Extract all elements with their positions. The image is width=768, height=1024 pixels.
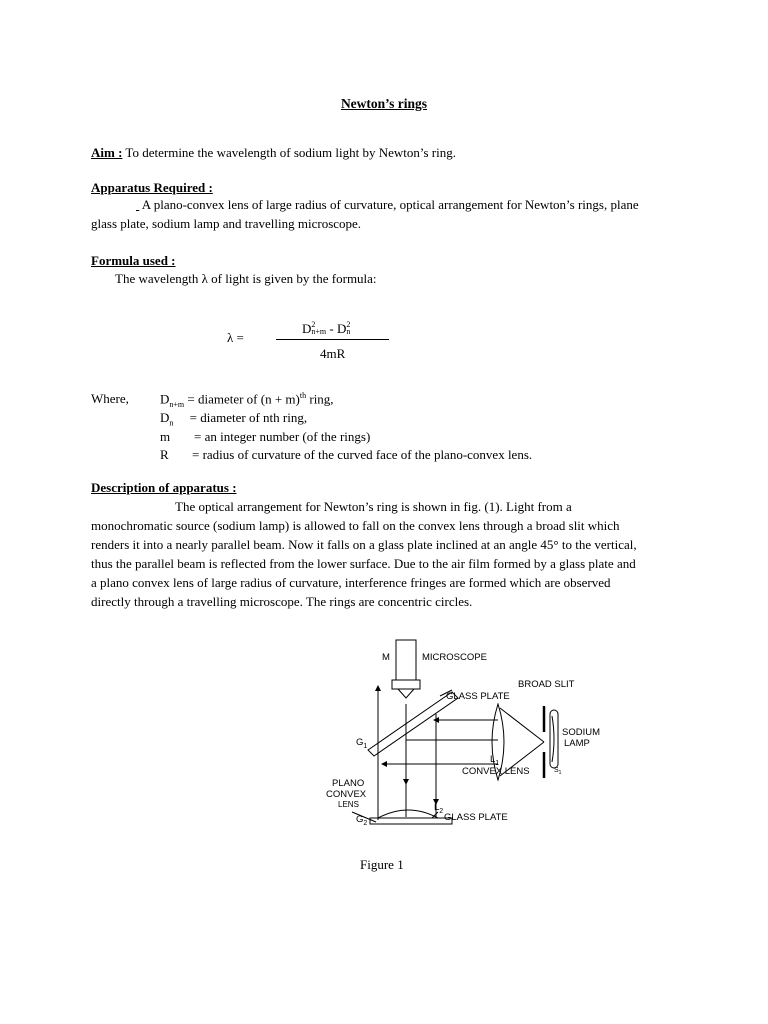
plano-convex-lens-l2 bbox=[378, 810, 438, 818]
label-g2: $G_2$ bbox=[356, 814, 368, 827]
microscope-tip bbox=[398, 689, 414, 698]
description-paragraph bbox=[91, 497, 678, 611]
apparatus-text-1: A plano-convex lens of large radius of curvature, optical arrangement for Newton’s rings, plane bbox=[139, 197, 639, 212]
fraction-bar bbox=[276, 339, 389, 340]
label-microscope: MICROSCOPE bbox=[422, 652, 487, 663]
label-plano: PLANO bbox=[332, 778, 365, 789]
label-lamp: LAMP bbox=[564, 738, 590, 749]
where-sym-3: m bbox=[160, 429, 171, 444]
where-item-4 bbox=[160, 447, 532, 463]
label-g1: $G_1$ bbox=[356, 737, 368, 750]
numerator-minus-d2: - D bbox=[326, 321, 347, 336]
microscope-tube bbox=[396, 640, 416, 680]
label-lens: LENS bbox=[338, 800, 359, 809]
description-line-5: a plano convex lens of large radius of curvature, interference fringes are formed which are observed bbox=[91, 575, 611, 590]
numerator-sub1: n+m bbox=[311, 327, 327, 336]
numerator-sup1: 2 bbox=[311, 320, 316, 329]
label-convex: CONVEX bbox=[326, 789, 367, 800]
description-line-6: directly through a travelling microscope. The rings are concentric circles. bbox=[91, 594, 473, 609]
apparatus-line-1 bbox=[136, 197, 639, 213]
where-item-3 bbox=[160, 429, 370, 445]
formula-lhs: λ = bbox=[227, 330, 244, 345]
numerator-sub2: n bbox=[346, 327, 351, 336]
where-def-3: = an integer number (of the rings) bbox=[194, 429, 371, 444]
microscope-objective bbox=[392, 680, 420, 689]
figure-caption: Figure 1 bbox=[360, 857, 404, 872]
label-s: $S_1$ bbox=[554, 767, 562, 776]
where-rest-1: ring, bbox=[306, 391, 334, 407]
apparatus-line-2: glass plate, sodium lamp and travelling microscope. bbox=[91, 216, 362, 231]
label-l1: $L_1$ bbox=[490, 754, 500, 767]
where-label: Where, bbox=[91, 391, 129, 406]
ray-slit-upper bbox=[500, 708, 544, 742]
label-sodium: SODIUM bbox=[562, 727, 600, 738]
formula-heading: Formula used : bbox=[91, 253, 176, 268]
formula-denominator: 4mR bbox=[320, 346, 346, 361]
label-m: M bbox=[382, 652, 390, 663]
formula-intro: The wavelength λ of light is given by the formula: bbox=[115, 271, 377, 286]
where-sup-1: th bbox=[299, 391, 307, 400]
formula-numerator bbox=[302, 320, 350, 337]
page-title: Newton’s rings bbox=[340, 96, 428, 111]
newtons-rings-apparatus-diagram bbox=[312, 632, 622, 847]
label-convex-lens: CONVEX LENS bbox=[462, 766, 530, 777]
label-broad-slit: BROAD SLIT bbox=[518, 679, 575, 690]
where-item-1 bbox=[160, 391, 334, 409]
where-sub-2: n bbox=[169, 418, 174, 428]
where-sym-2: D bbox=[160, 410, 170, 425]
where-sub-1: n+m bbox=[169, 399, 185, 409]
description-line-3: renders it into a nearly parallel beam. Now it falls on a glass plate inclined at an angle 45° to the vertical, bbox=[91, 537, 637, 552]
description-line-4: thus the parallel beam is reflected from the lower surface. Due to the air film formed by a glass plate and bbox=[91, 556, 636, 571]
numerator-sup2: 2 bbox=[346, 320, 351, 329]
lamp-filament bbox=[552, 716, 554, 762]
where-sym-1: D bbox=[160, 391, 170, 407]
label-glass-plate-bottom: GLASS PLATE bbox=[444, 812, 508, 823]
where-def-2: = diameter of nth ring, bbox=[173, 410, 308, 425]
aim-label: Aim : bbox=[91, 145, 123, 160]
inclined-glass-plate bbox=[368, 692, 458, 756]
label-l2: $L_2$ bbox=[434, 802, 444, 815]
where-item-2 bbox=[160, 410, 307, 428]
bottom-glass-plate bbox=[370, 818, 452, 824]
where-def-1: = diameter of (n + m) bbox=[184, 391, 300, 407]
where-def-4: = radius of curvature of the curved face of the plano-convex lens. bbox=[192, 447, 533, 462]
aim-line bbox=[91, 145, 456, 161]
description-line-2: monochromatic source (sodium lamp) is allowed to fall on the convex lens through a broad slit which bbox=[91, 518, 620, 533]
numerator-d1: D bbox=[302, 321, 312, 336]
description-heading: Description of apparatus : bbox=[91, 480, 237, 495]
aim-text: To determine the wavelength of sodium light by Newton’s ring. bbox=[122, 145, 456, 160]
description-line-1: The optical arrangement for Newton’s ring is shown in fig. (1). Light from a bbox=[175, 499, 572, 514]
where-sym-4: R bbox=[160, 447, 169, 462]
apparatus-heading: Apparatus Required : bbox=[91, 180, 213, 195]
label-glass-plate-top: GLASS PLATE bbox=[446, 691, 510, 702]
